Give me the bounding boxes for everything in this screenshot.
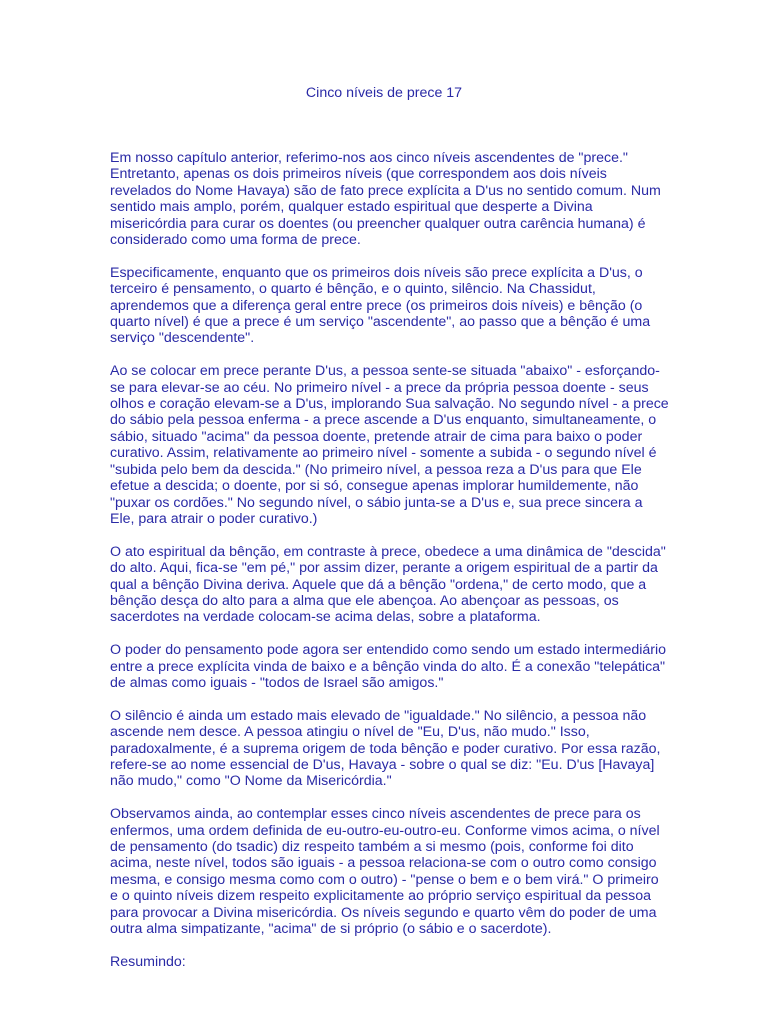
paragraph: O silêncio é ainda um estado mais elevado de "igualdade." No silêncio, a pessoa não ascende nem desce. A pessoa atingiu o nível de "Eu, D'us, não mudo." Isso, paradoxalmente, é a suprema origem de toda bênção e poder curativo. Por essa razão, refere-se ao nome essencial de D'us, Havaya - sobre o qual se diz: "Eu. D'us [Havaya] não mudo," como "O Nome da Misericórdia.": [110, 707, 661, 790]
paragraph: O poder do pensamento pode agora ser entendido como sendo um estado intermediário entre a prece explícita vinda de baixo e a bênção vinda do alto. É a conexão "telepática" de almas como iguais - "todos de Israel são amigos.": [110, 642, 667, 691]
page-title: Cinco níveis de prece 17: [305, 85, 463, 101]
document-body: [110, 150, 670, 987]
paragraph: Em nosso capítulo anterior, referimo-nos aos cinco níveis ascendentes de "prece." Entretanto, apenas os dois primeiros níveis (que correspondem aos dois níveis revelados do Nome Havaya) são de fato prece explícita a D'us no sentido comum. Num sentido mais amplo, porém, qualquer estado espiritual que desperte a Divina misericórdia para curar os doentes (ou preencher qualquer outra carência humana) é considerado como uma forma de prece.: [110, 150, 661, 249]
paragraph: Especificamente, enquanto que os primeiros dois níveis são prece explícita a D'us, o terceiro é pensamento, o quarto é bênção, e o quinto, silêncio. Na Chassidut, aprendemos que a diferença geral entre prece (os primeiros dois níveis) e bênção (o quarto nível) é que a prece é um serviço "ascendente", ao passo que a bênção é uma serviço "descendente".: [110, 264, 651, 347]
paragraph: Ao se colocar em prece perante D'us, a pessoa sente-se situada "abaixo" - esforçando-se para elevar-se ao céu. No primeiro nível - a prece da própria pessoa doente - seus olhos e coração elevam-se a D'us, implorando Sua salvação. No segundo nível - a prece do sábio pela pessoa enferma - a prece ascende a D'us enquanto, simultaneamente, o sábio, situado "acima" da pessoa doente, pretende atrair de cima para baixo o poder curativo. Assim, relativamente ao primeiro nível - somente a subida - o segundo nível é "subida pelo bem da descida." (No primeiro nível, a pessoa reza a D'us para que Ele efetue a descida; o doente, por si só, consegue apenas implorar humildemente, não "puxar os cordões." No segundo nível, o sábio junta-se a D'us e, sua prece sincera a Ele, para atrair o poder curativo.): [110, 363, 669, 527]
paragraph: Observamos ainda, ao contemplar esses cinco níveis ascendentes de prece para os enfermos, uma ordem definida de eu-outro-eu-outro-eu. Conforme vimos acima, o nível de pensamento (do tsadic) diz respeito também a si mesmo (pois, conforme foi dito acima, neste nível, todos são iguais - a pessoa relaciona-se com o outro como consigo mesma, e consigo mesma como com o outro) - "pense o bem e o bem virá." O primeiro e o quinto níveis dizem respeito explicitamente ao próprio serviço espiritual da pessoa para provocar a Divina misericórdia. Os níveis segundo e quarto vêm do poder de uma outra alma simpatizante, "acima" de si próprio (o sábio e o sacerdote).: [110, 806, 660, 937]
paragraph: Resumindo:: [110, 953, 186, 970]
paragraph: O ato espiritual da bênção, em contraste à prece, obedece a uma dinâmica de "descida" do alto. Aqui, fica-se "em pé," por assim dizer, perante a origem espiritual de a partir da qual a bênção Divina deriva. Aquele que dá a bênção "ordena," de certo modo, que a bênção desça do alto para a alma que ele abençoa. Ao abençoar as pessoas, os sacerdotes na verdade colocam-se acima delas, sobre a plataforma.: [110, 543, 666, 626]
